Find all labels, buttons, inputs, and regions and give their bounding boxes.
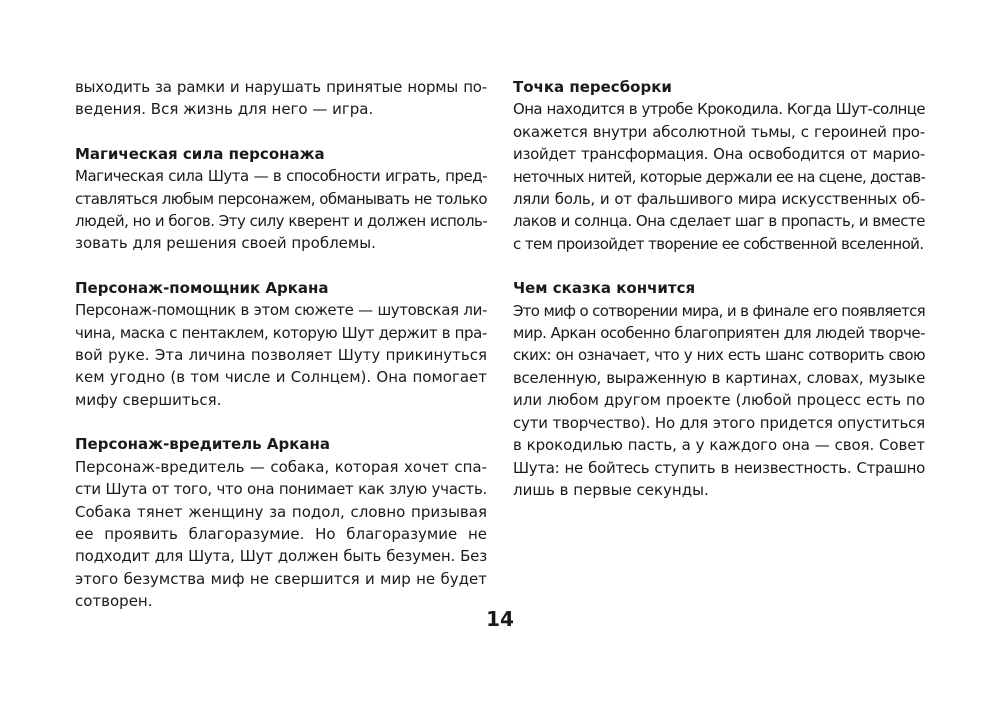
text-line: Магическая сила Шута — в способности играть, пред- [75, 167, 487, 186]
text-line: выходить за рамки и нарушать принятые нормы по- [75, 78, 487, 96]
harmer-section [75, 433, 487, 612]
text-line: лаков и солнца. Она сделает шаг в пропасть, и вместе [513, 212, 925, 231]
text-line: Она находится в утробе Крокодила. Когда Шут-солнце [513, 100, 925, 119]
text-line: вселенную, выраженную в картинах, словах, музыке [513, 368, 925, 387]
text-line: Это миф о сотворении мира, и в финале его появляется [513, 301, 925, 320]
magic-power-section [75, 143, 487, 255]
section-heading: Персонаж-помощник Аркана [75, 278, 329, 297]
turning-point-section [513, 76, 925, 255]
intro-paragraph [75, 76, 487, 121]
text-line: ских: он означает, что у них есть шанс сотворить свою [513, 346, 925, 365]
text-line: мифу свершиться. [75, 390, 222, 409]
section-heading: Чем сказка кончится [513, 279, 696, 298]
helper-section [75, 277, 487, 411]
left-column [75, 76, 487, 635]
text-line: Собака тянет женщину за подол, словно призывая [75, 502, 487, 521]
text-line: подходит для Шута, Шут должен быть безумен. Без [75, 547, 487, 566]
section-heading: Магическая сила персонажа [75, 144, 325, 163]
text-line: ведения. Вся жизнь для него — игра. [75, 100, 374, 119]
text-line: сути творчество). Но для этого придется опуститься [513, 413, 925, 432]
text-line: ставляться любым персонажем, обманывать не только [75, 189, 487, 208]
text-line: вой руке. Эта личина позволяет Шуту прикинуться [75, 346, 487, 365]
text-line: сотворен. [75, 592, 153, 611]
text-line: неточных нитей, которые держали ее на сцене, достав- [513, 167, 926, 186]
text-line: Шута: не бойтесь ступить в неизвестность. Страшно [513, 458, 925, 477]
text-line: чина, маска с пентаклем, которую Шут держит в пра- [75, 323, 487, 342]
text-line: сти Шута от того, что она понимает как злую участь. [75, 480, 487, 499]
text-line: Персонаж-вредитель — собака, которая хочет спа- [75, 457, 487, 476]
text-line: этого безумства миф не свершится и мир не будет [75, 569, 487, 588]
section-heading: Точка пересборки [513, 78, 672, 96]
text-line: в крокодилью пасть, а у каждого она — своя. Совет [513, 436, 925, 455]
text-line: окажется внутри абсолютной тьмы, с героиней про- [513, 122, 925, 141]
text-line: ляли боль, и от фальшивого мира искусственных об- [513, 190, 925, 209]
text-line: с тем произойдет творение ее собственной вселенной. [513, 234, 924, 253]
section-heading: Персонаж-вредитель Аркана [75, 435, 331, 454]
text-line: изойдет трансформация. Она освободится от марио- [513, 145, 925, 164]
text-line: лишь в первые секунды. [513, 480, 709, 499]
text-line: зовать для решения своей проблемы. [75, 234, 376, 253]
text-line: людей, но и богов. Эту силу кверент и должен исполь- [75, 212, 488, 231]
right-column [513, 76, 925, 523]
text-line: мир. Аркан особенно благоприятен для людей творче- [513, 324, 925, 343]
text-line: ее проявить благоразумие. Но благоразумие не [75, 524, 487, 543]
text-line: Персонаж-помощник в этом сюжете — шутовская ли- [75, 301, 487, 320]
ending-section [513, 277, 925, 501]
page-number: 14 [486, 607, 514, 631]
text-line: или любом другом проекте (любой процесс есть по [513, 391, 925, 410]
text-line: кем угодно (в том числе и Солнцем). Она помогает [75, 368, 487, 387]
